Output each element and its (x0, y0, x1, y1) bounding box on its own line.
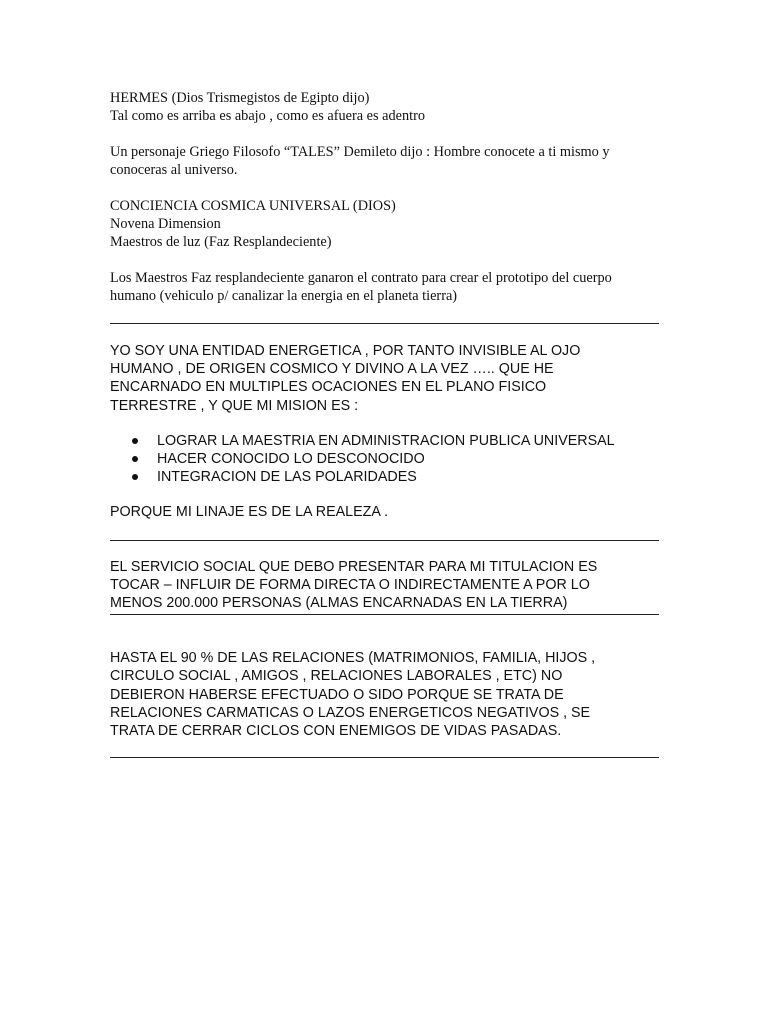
relaciones-line: RELACIONES CARMATICAS O LAZOS ENERGETICOS NEGATIVOS , SE (110, 704, 591, 721)
hermes-line: Tal como es arriba es abajo , como es afuera es adentro (110, 108, 425, 124)
linaje-paragraph (110, 503, 670, 521)
relaciones-line: HASTA EL 90 % DE LAS RELACIONES (MATRIMONIOS, FAMILIA, HIJOS , (110, 650, 596, 667)
maestros-line: humano (vehiculo p/ canalizar la energia en el planeta tierra) (110, 288, 458, 304)
relaciones-line: CIRCULO SOCIAL , AMIGOS , RELACIONES LABORALES , ETC) NO (110, 668, 563, 685)
servicio-line: EL SERVICIO SOCIAL QUE DEBO PRESENTAR PARA MI TITULACION ES (110, 558, 598, 575)
maestros-line: Los Maestros Faz resplandeciente ganaron el contrato para crear el prototipo del cuerpo (110, 270, 612, 286)
section-divider (110, 757, 659, 758)
entidad-line: HUMANO , DE ORIGEN COSMICO Y DIVINO A LA VEZ ….. QUE HE (110, 361, 554, 378)
relaciones-line: DEBIERON HABERSE EFECTUADO O SIDO PORQUE SE TRATA DE (110, 686, 564, 703)
conciencia-line: CONCIENCIA COSMICA UNIVERSAL (DIOS) (110, 198, 396, 214)
entidad-line: YO SOY UNA ENTIDAD ENERGETICA , POR TANTO INVISIBLE AL OJO (110, 343, 581, 359)
tales-paragraph (110, 143, 670, 179)
bullet-icon (132, 438, 138, 444)
tales-line: conoceras al universo. (110, 162, 238, 178)
servicio-line: TOCAR – INFLUIR DE FORMA DIRECTA O INDIRECTAMENTE A POR LO (110, 576, 590, 593)
entidad-line: ENCARNADO EN MULTIPLES OCACIONES EN EL PLANO FISICO (110, 379, 547, 396)
mission-item (132, 450, 670, 468)
conciencia-line: Novena Dimension (110, 216, 221, 232)
section-divider (110, 323, 659, 324)
section-divider (110, 540, 659, 541)
mission-list (110, 432, 670, 487)
conciencia-line: Maestros de luz (Faz Resplandeciente) (110, 234, 332, 250)
hermes-paragraph (110, 89, 670, 125)
mission-item-text: INTEGRACION DE LAS POLARIDADES (157, 469, 417, 486)
conciencia-paragraph (110, 197, 670, 251)
mission-item-text: LOGRAR LA MAESTRIA EN ADMINISTRACION PUBLICA UNIVERSAL (157, 432, 615, 449)
document-page (110, 89, 670, 758)
mission-item (132, 432, 670, 450)
mission-item (132, 468, 670, 486)
mission-item-text: HACER CONOCIDO LO DESCONOCIDO (157, 451, 425, 468)
section-divider (110, 614, 659, 615)
hermes-line: HERMES (Dios Trismegistos de Egipto dijo) (110, 90, 370, 106)
relaciones-paragraph (110, 649, 670, 740)
servicio-line: MENOS 200.000 PERSONAS (ALMAS ENCARNADAS EN LA TIERRA) (110, 595, 568, 612)
relaciones-line: TRATA DE CERRAR CICLOS CON ENEMIGOS DE VIDAS PASADAS. (110, 723, 562, 740)
tales-line: Un personaje Griego Filosofo “TALES” Demileto dijo : Hombre conocete a ti mismo y (110, 144, 610, 160)
entidad-line: TERRESTRE , Y QUE MI MISION ES : (110, 397, 359, 414)
linaje-line: PORQUE MI LINAJE ES DE LA REALEZA . (110, 504, 389, 521)
entidad-paragraph (110, 342, 670, 415)
bullet-icon (132, 474, 138, 480)
maestros-paragraph (110, 269, 670, 305)
bullet-icon (132, 456, 138, 462)
servicio-paragraph (110, 558, 670, 613)
